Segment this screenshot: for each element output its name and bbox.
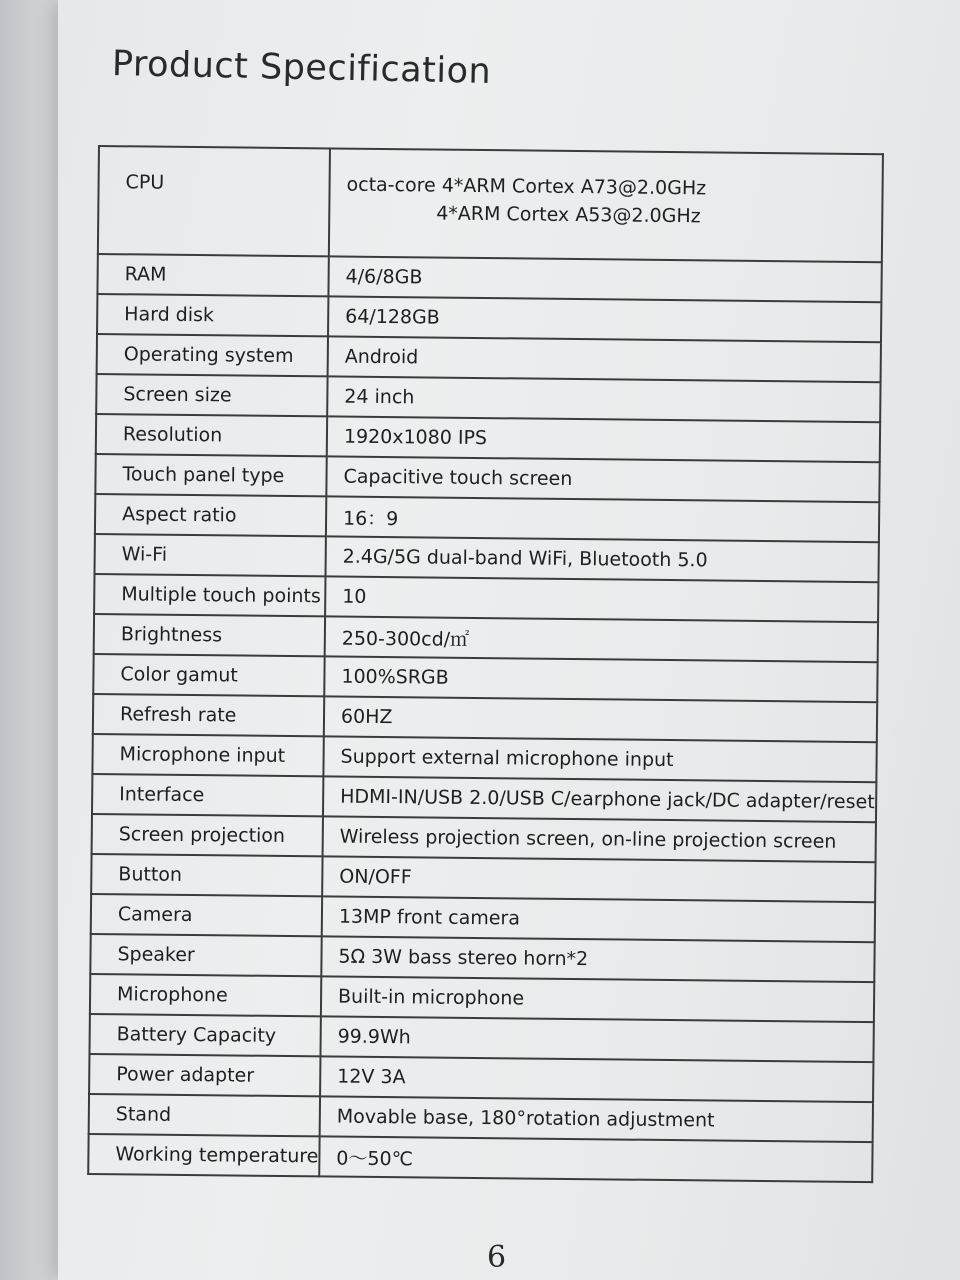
spec-label: RAM <box>97 254 328 296</box>
page-number: 6 <box>487 1240 507 1275</box>
spec-label: Aspect ratio <box>95 494 326 536</box>
spec-value: 24 inch <box>327 376 880 422</box>
spec-value: Support external microphone input <box>323 736 876 782</box>
spec-value: Movable base, 180°rotation adjustment <box>320 1096 873 1142</box>
table-row <box>88 1134 872 1182</box>
spec-label: Refresh rate <box>93 694 324 736</box>
spec-label: Microphone input <box>92 734 323 776</box>
spec-label: Hard disk <box>97 294 328 336</box>
spec-value: 0～50℃ <box>319 1136 872 1182</box>
spec-label: Brightness <box>94 614 325 656</box>
spec-value: 100%SRGB <box>324 656 877 702</box>
cpu-value-line2: 4*ARM Cortex A53@2.0GHz <box>436 202 701 228</box>
spec-value: ON/OFF <box>322 856 875 902</box>
spec-label: Microphone <box>90 974 321 1016</box>
spec-label: Speaker <box>90 934 321 976</box>
spec-value: HDMI-IN/USB 2.0/USB C/earphone jack/DC adapter/reset <box>323 776 876 822</box>
spec-label: Screen projection <box>92 814 323 856</box>
spec-value: 1920x1080 IPS <box>327 416 880 462</box>
spec-label: Interface <box>92 774 323 816</box>
spec-label: Multiple touch points <box>94 574 325 616</box>
page-title: Product Specification <box>111 44 492 92</box>
spec-value: 16：9 <box>326 496 879 542</box>
spec-value: Android <box>328 336 881 382</box>
table-row <box>98 146 883 262</box>
spec-label: Screen size <box>96 374 327 416</box>
spec-label: Stand <box>89 1094 320 1136</box>
spec-value: 10 <box>325 576 878 622</box>
spec-label: Button <box>91 854 322 896</box>
spec-label: Operating system <box>97 334 328 376</box>
spec-value: 12V 3A <box>320 1056 873 1102</box>
spec-value: Wireless projection screen, on-line projection screen <box>323 816 876 862</box>
cpu-value-line1: octa-core 4*ARM Cortex A73@2.0GHz <box>346 173 707 200</box>
spec-value: 5Ω 3W bass stereo horn*2 <box>321 936 874 982</box>
spec-table <box>87 145 883 1183</box>
spec-value: Built-in microphone <box>321 976 874 1022</box>
spec-value <box>329 148 883 262</box>
spec-value: 4/6/8GB <box>328 256 881 302</box>
spec-label: Wi-Fi <box>95 534 326 576</box>
spec-label: Working temperature <box>88 1134 319 1176</box>
spec-value: 250-300cd/㎡ <box>325 616 878 662</box>
spec-label: Color gamut <box>93 654 324 696</box>
spec-value: 2.4G/5G dual-band WiFi, Bluetooth 5.0 <box>325 536 878 582</box>
spec-value: 60HZ <box>324 696 877 742</box>
spec-label: Touch panel type <box>95 454 326 496</box>
spec-value: 99.9Wh <box>320 1016 873 1062</box>
spec-label: Camera <box>91 894 322 936</box>
spec-value: 64/128GB <box>328 296 881 342</box>
spec-label: CPU <box>98 146 330 256</box>
spec-value: Capacitive touch screen <box>326 456 879 502</box>
spec-label: Battery Capacity <box>89 1014 320 1056</box>
spec-label: Resolution <box>96 414 327 456</box>
facing-page-edge <box>0 0 58 1280</box>
spec-value: 13MP front camera <box>322 896 875 942</box>
spec-label: Power adapter <box>89 1054 320 1096</box>
